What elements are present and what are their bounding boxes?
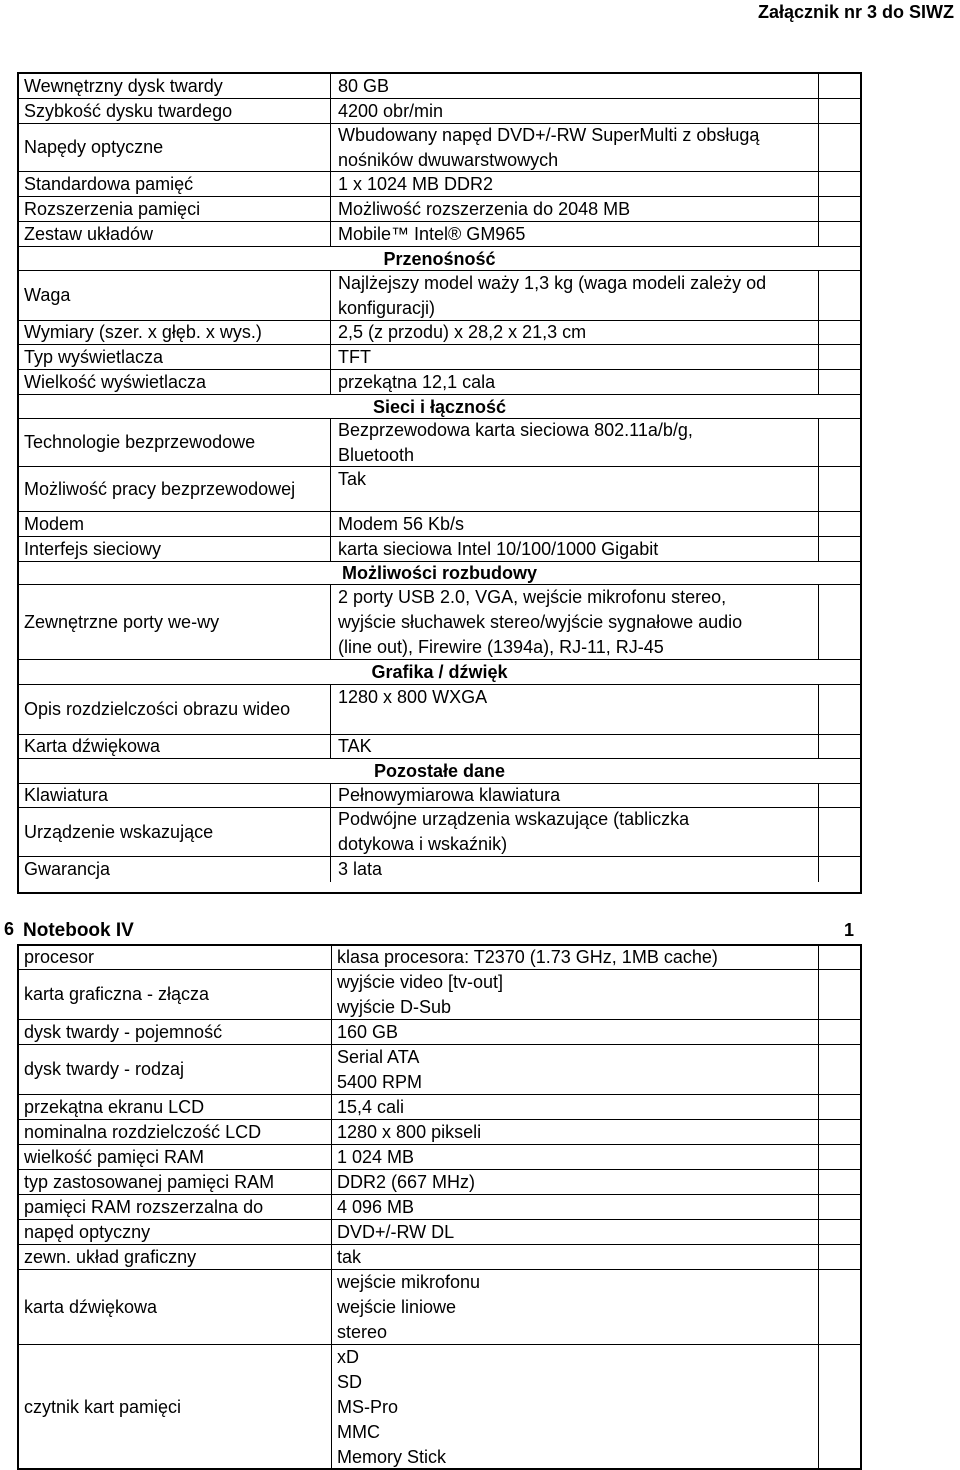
spec-value-line: Memory Stick: [337, 1447, 447, 1467]
spec-value: [331, 857, 818, 882]
empty-cell: [818, 345, 860, 369]
spec-value-line: 160 GB: [337, 1021, 399, 1042]
spec-value: [331, 685, 818, 734]
empty-cell: [818, 74, 860, 98]
spec-value-line: wyjście D-Sub: [337, 996, 452, 1017]
spec-value-line: 1280 x 800 pikseli: [337, 1121, 482, 1142]
spec-label: Modem: [19, 512, 331, 536]
table-row: [19, 970, 860, 1020]
spec-value-line: stereo: [337, 1321, 388, 1342]
spec-label: Napędy optyczne: [19, 124, 331, 171]
section-header-row: [19, 562, 860, 585]
empty-cell: [818, 1345, 860, 1470]
table-row: [19, 1170, 860, 1195]
spec-value-line: Możliwość rozszerzenia do 2048 MB: [338, 198, 631, 219]
spec-label: napęd optyczny: [19, 1220, 332, 1244]
spec-label: Interfejs sieciowy: [19, 537, 331, 561]
table-row: [19, 197, 860, 222]
spec-value-line: karta sieciowa Intel 10/100/1000 Gigabit: [338, 538, 659, 559]
section-header-row: [19, 759, 860, 784]
table-row: [19, 1120, 860, 1145]
section-title: Możliwości rozbudowy: [341, 563, 537, 583]
spec-label: Typ wyświetlacza: [19, 345, 331, 369]
spec-value: [331, 271, 818, 320]
spec-value: [331, 537, 818, 561]
empty-cell: [818, 1220, 860, 1244]
spec-value-line: Wbudowany napęd DVD+/-RW SuperMulti z obsługą: [338, 124, 760, 145]
spec-label: pamięci RAM rozszerzalna do: [19, 1195, 332, 1219]
table-row: [19, 74, 860, 99]
attachment-title: Załącznik nr 3 do SIWZ: [757, 2, 954, 22]
section-header-row: [19, 247, 860, 271]
spec-label: Opis rozdzielczości obrazu wideo: [19, 685, 331, 734]
spec-label: Urządzenie wskazujące: [19, 808, 331, 856]
table-row: [19, 1020, 860, 1045]
empty-cell: [818, 124, 860, 171]
spec-value: [331, 585, 818, 659]
spec-value: [331, 74, 818, 98]
section-title: Grafika / dźwięk: [371, 662, 508, 682]
empty-cell: [818, 784, 860, 807]
spec-value-line: Serial ATA: [337, 1046, 420, 1067]
spec-label: zewn. układ graficzny: [19, 1245, 332, 1269]
empty-cell: [818, 537, 860, 561]
section-title: Przenośność: [383, 249, 496, 269]
table-row: [19, 467, 860, 512]
empty-cell: [818, 1045, 860, 1094]
table-row: [19, 345, 860, 370]
spec-value-line: (line out), Firewire (1394a), RJ-11, RJ-45: [338, 636, 664, 657]
spec-value-line: konfiguracji): [338, 297, 436, 318]
spec-value: [332, 1170, 818, 1194]
empty-cell: [818, 685, 860, 734]
empty-cell: [818, 271, 860, 320]
empty-cell: [818, 1095, 860, 1119]
spec-value-line: Mobile™ Intel® GM965: [338, 223, 526, 244]
spec-label: dysk twardy - pojemność: [19, 1020, 332, 1044]
spec-value: [332, 1270, 818, 1344]
empty-cell: [818, 321, 860, 344]
empty-cell: [818, 970, 860, 1019]
spec-value: [332, 1045, 818, 1094]
spec-label: Wielkość wyświetlacza: [19, 370, 331, 394]
spec-value-line: Tak: [338, 469, 367, 489]
spec-value-line: MMC: [337, 1422, 380, 1442]
spec-value: [332, 946, 818, 969]
spec-value-line: MS-Pro: [337, 1397, 399, 1417]
spec-label: Gwarancja: [19, 857, 331, 882]
section-6-quantity: 1: [844, 920, 855, 940]
spec-value: [331, 419, 818, 466]
table-row: [19, 1345, 860, 1470]
spec-value: [332, 1245, 818, 1269]
table-row: [19, 735, 860, 759]
empty-cell: [818, 808, 860, 856]
spec-value-line: 80 GB: [338, 75, 390, 96]
table-row: [19, 1045, 860, 1095]
empty-cell: [818, 197, 860, 221]
spec-label: czytnik kart pamięci: [19, 1345, 332, 1470]
section-title: Pozostałe dane: [373, 761, 506, 781]
spec-label: Wewnętrzny dysk twardy: [19, 74, 331, 98]
section-title: Sieci i łączność: [372, 397, 507, 417]
spec-value: [331, 808, 818, 856]
empty-cell: [818, 419, 860, 466]
section-header-row: [19, 395, 860, 419]
spec-value-line: xD: [337, 1347, 359, 1367]
spec-value: [332, 970, 818, 1019]
empty-cell: [818, 1120, 860, 1144]
spec-value: [331, 321, 818, 344]
section-6-title: Notebook IV: [23, 920, 134, 941]
empty-cell: [818, 172, 860, 196]
spec-value-line: TFT: [338, 346, 371, 367]
table-row: [19, 585, 860, 660]
spec-value-line: Modem 56 Kb/s: [338, 513, 465, 534]
table-row: [19, 537, 860, 562]
spec-value-line: wejście liniowe: [337, 1296, 457, 1317]
empty-cell: [818, 735, 860, 758]
empty-cell: [818, 370, 860, 394]
spec-value-line: 1 024 MB: [337, 1146, 415, 1167]
empty-cell: [818, 512, 860, 536]
spec-label: Rozszerzenia pamięci: [19, 197, 331, 221]
spec-table: [17, 72, 862, 894]
spec-label: typ zastosowanej pamięci RAM: [19, 1170, 332, 1194]
spec-value-line: 15,4 cali: [337, 1096, 405, 1117]
spec-label: Technologie bezprzewodowe: [19, 419, 331, 466]
spec-value: [331, 172, 818, 196]
empty-cell: [818, 1170, 860, 1194]
table-row: [19, 419, 860, 467]
spec-label: nominalna rozdzielczość LCD: [19, 1120, 332, 1144]
spec-value: [331, 99, 818, 123]
table-row: [19, 321, 860, 345]
empty-cell: [818, 467, 860, 511]
spec-label: Wymiary (szer. x głęb. x wys.): [19, 321, 331, 344]
spec-value-line: 3 lata: [338, 859, 383, 879]
spec-value-line: 2,5 (z przodu) x 28,2 x 21,3 cm: [338, 322, 587, 342]
table-row: [19, 1245, 860, 1270]
empty-cell: [818, 222, 860, 246]
spec-label: Zestaw układów: [19, 222, 331, 246]
spec-value: [332, 1095, 818, 1119]
spec-label: Karta dźwiękowa: [19, 735, 331, 758]
section-header-row: [19, 660, 860, 685]
table-row: [19, 1270, 860, 1345]
spec-value-line: wejście mikrofonu: [337, 1271, 481, 1292]
table-row: [19, 1145, 860, 1170]
table-row: [19, 1095, 860, 1120]
spec-label: Klawiatura: [19, 784, 331, 807]
table-row: [19, 124, 860, 172]
empty-cell: [818, 1195, 860, 1219]
spec-value: [331, 467, 818, 511]
spec-value-line: Pełnowymiarowa klawiatura: [338, 785, 561, 805]
spec-value-line: klasa procesora: T2370 (1.73 GHz, 1MB cache): [337, 947, 718, 967]
table-row: [19, 172, 860, 197]
spec-value: [331, 222, 818, 246]
spec-label: Możliwość pracy bezprzewodowej: [19, 467, 331, 511]
spec-label: dysk twardy - rodzaj: [19, 1045, 332, 1094]
spec-value: [331, 197, 818, 221]
section-6-number: 6: [4, 919, 15, 939]
spec-value-line: Najlżejszy model waży 1,3 kg (waga modeli zależy od: [338, 272, 767, 293]
empty-cell: [818, 1270, 860, 1344]
table-row: [19, 99, 860, 124]
empty-cell: [818, 1145, 860, 1169]
empty-cell: [818, 99, 860, 123]
spec-value-line: Podwójne urządzenia wskazujące (tabliczka: [338, 809, 690, 829]
spec-value-line: 2 porty USB 2.0, VGA, wejście mikrofonu stereo,: [338, 586, 727, 607]
spec-value: [331, 784, 818, 807]
spec-value-line: 1280 x 800 WXGA: [338, 687, 488, 707]
table-row: [19, 370, 860, 395]
spec-value: [331, 370, 818, 394]
spec-label: Waga: [19, 271, 331, 320]
empty-cell: [818, 1245, 860, 1269]
spec-value-line: wyjście słuchawek stereo/wyjście sygnałowe audio: [338, 611, 743, 632]
spec-value-line: 1 x 1024 MB DDR2: [338, 173, 494, 194]
table-row: [19, 784, 860, 808]
spec-value: [331, 124, 818, 171]
spec-label: Standardowa pamięć: [19, 172, 331, 196]
spec-value: [332, 1120, 818, 1144]
table-row: [19, 271, 860, 321]
spec-label: wielkość pamięci RAM: [19, 1145, 332, 1169]
spec-value-line: DDR2 (667 MHz): [337, 1171, 476, 1192]
spec-label: procesor: [19, 946, 332, 969]
spec-value-line: Bezprzewodowa karta sieciowa 802.11a/b/g,: [338, 419, 693, 440]
spec-value-line: wyjście video [tv-out]: [337, 971, 504, 992]
empty-cell: [818, 857, 860, 882]
spec-value: [332, 1020, 818, 1044]
spec-value-line: TAK: [338, 736, 372, 756]
spec-value-line: 5400 RPM: [337, 1071, 423, 1092]
spec-value: [332, 1145, 818, 1169]
spec-value: [331, 345, 818, 369]
spec-value: [331, 735, 818, 758]
table-row: [19, 808, 860, 857]
spec-value-line: dotykowa i wskaźnik): [338, 834, 508, 854]
notebook-table: [17, 944, 862, 1470]
table-row: [19, 946, 860, 970]
spec-value: [331, 512, 818, 536]
spec-value-line: 4 096 MB: [337, 1196, 415, 1217]
spec-label: przekątna ekranu LCD: [19, 1095, 332, 1119]
spec-label: karta dźwiękowa: [19, 1270, 332, 1344]
spec-label: karta graficzna - złącza: [19, 970, 332, 1019]
spec-value: [332, 1345, 818, 1470]
spec-value-line: nośników dwuwarstwowych: [338, 149, 559, 170]
spec-value: [332, 1220, 818, 1244]
spec-value-line: DVD+/-RW DL: [337, 1221, 455, 1242]
spec-value-line: przekątna 12,1 cala: [338, 371, 496, 392]
table-row: [19, 222, 860, 247]
spec-value-line: SD: [337, 1372, 363, 1392]
spec-value-line: 4200 obr/min: [338, 100, 444, 121]
table-row: [19, 1195, 860, 1220]
empty-cell: [818, 946, 860, 969]
table-row: [19, 685, 860, 735]
spec-value-line: Bluetooth: [338, 444, 415, 465]
table-row: [19, 1220, 860, 1245]
empty-cell: [818, 585, 860, 659]
spec-label: Zewnętrzne porty we-wy: [19, 585, 331, 659]
spec-label: Szybkość dysku twardego: [19, 99, 331, 123]
table-row: [19, 512, 860, 537]
spec-value: [332, 1195, 818, 1219]
table-row: [19, 857, 860, 882]
spec-value-line: tak: [337, 1246, 362, 1267]
empty-cell: [818, 1020, 860, 1044]
